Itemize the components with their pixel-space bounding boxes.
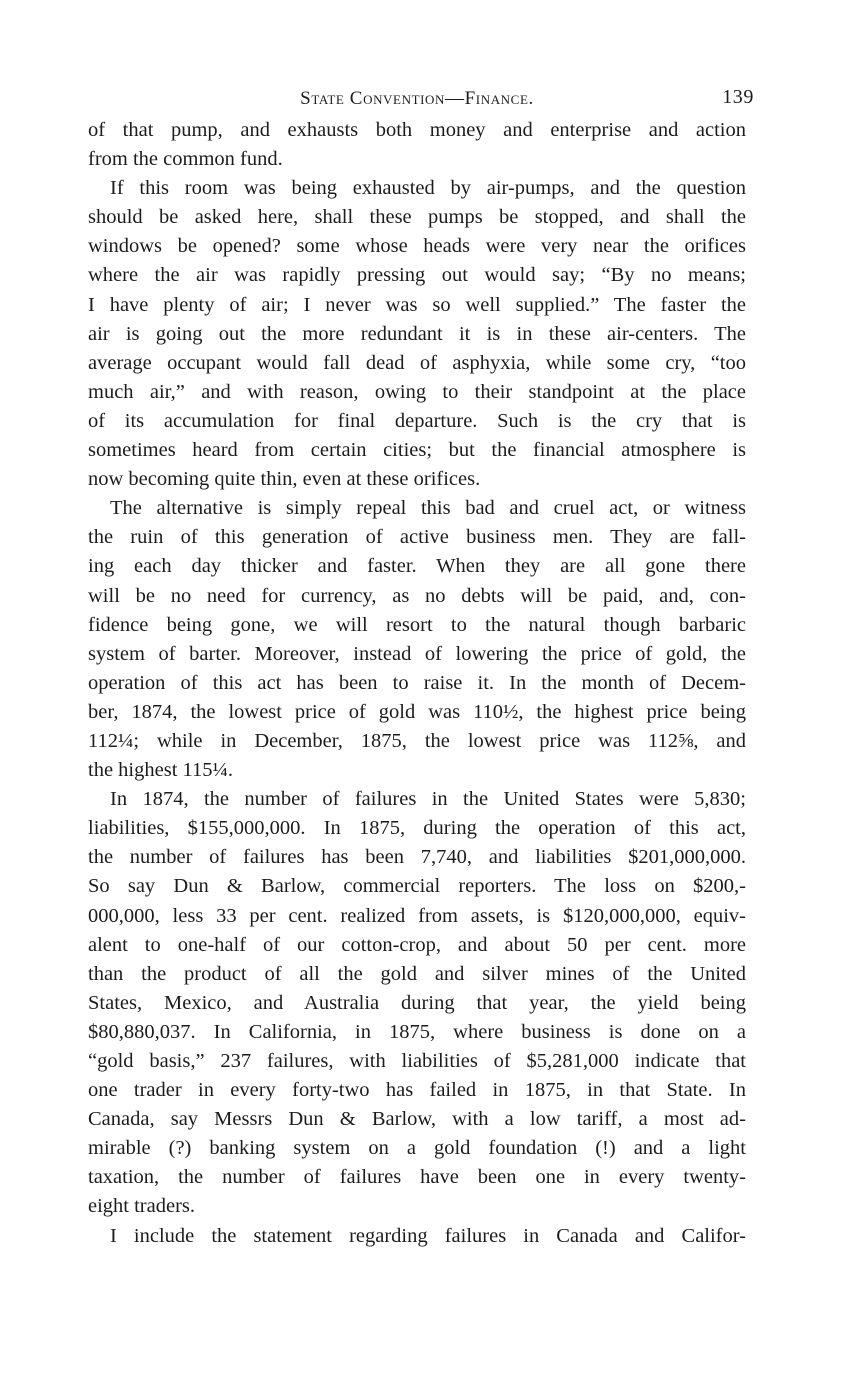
text-line: operation of this act has been to raise it. In the month of Decem- [88,671,746,694]
text-line: 000,000, less 33 per cent. realized from assets, is $120,000,000, equiv- [88,904,746,927]
text-line: than the product of all the gold and silver mines of the United [88,962,746,985]
text-line: sometimes heard from certain cities; but the financial atmosphere is [88,439,746,462]
text-line: States, Mexico, and Australia during that year, the yield being [88,991,746,1014]
text-line: The alternative is simply repeal this bad and cruel act, or witness [110,497,746,520]
running-head [88,80,754,116]
text-line: liabilities, $155,000,000. In 1875, during the operation of this act, [88,817,746,840]
running-title: State Convention—Finance. [300,88,534,109]
text-line: the ruin of this generation of active business men. They are fall- [88,526,746,549]
text-line: mirable (?) banking system on a gold foundation (!) and a light [88,1137,746,1160]
page-number: 139 [722,86,754,108]
text-line: the highest 115¼. [88,759,234,782]
text-line: much air,” and with reason, owing to their standpoint at the place [88,380,746,403]
text-line: where the air was rapidly pressing out would say; “By no means; [88,264,746,287]
text-line: So say Dun & Barlow, commercial reporters. The loss on $200,- [88,875,746,898]
text-line: “gold basis,” 237 failures, with liabilities of $5,281,000 indicate that [88,1050,746,1072]
text-line: If this room was being exhausted by air-pumps, and the question [110,177,746,200]
text-line: I include the statement regarding failures in Canada and Califor- [110,1224,746,1247]
text-line: average occupant would fall dead of asphyxia, while some cry, “too [88,351,746,374]
text-line: taxation, the number of failures have been one in every twenty- [88,1166,746,1189]
text-line: ing each day thicker and faster. When they are all gone there [88,555,746,578]
text-line: air is going out the more redundant it is in these air-centers. The [88,322,746,345]
text-line: fidence being gone, we will resort to the natural though barbaric [88,613,746,636]
text-line: of its accumulation for final departure. Such is the cry that is [88,409,746,432]
text-line: alent to one-half of our cotton-crop, and about 50 per cent. more [88,933,746,956]
text-line: I have plenty of air; I never was so well supplied.” The faster the [88,293,746,316]
text-line: system of barter. Moreover, instead of lowering the price of gold, the [88,642,746,665]
text-line: windows be opened? some whose heads were very near the orifices [88,235,746,258]
text-line: $80,880,037. In California, in 1875, where business is done on a [88,1020,746,1043]
text-line: of that pump, and exhausts both money and enterprise and action [88,119,746,141]
text-line: now becoming quite thin, even at these orifices. [88,468,481,491]
text-line: will be no need for currency, as no debts will be paid, and, con- [88,584,746,607]
text-line: ber, 1874, the lowest price of gold was 110½, the highest price being [88,700,746,723]
text-line: from the common fund. [88,148,283,171]
text-line: one trader in every forty-two has failed in 1875, in that State. In [88,1079,746,1102]
text-line: 112¼; while in December, 1875, the lowest price was 112⅝, and [88,729,746,752]
text-line: should be asked here, shall these pumps be stopped, and shall the [88,206,746,229]
text-line: eight traders. [88,1195,196,1218]
text-line: Canada, say Messrs Dun & Barlow, with a low tariff, a most ad- [88,1108,746,1131]
text-line: In 1874, the number of failures in the United States were 5,830; [110,788,746,811]
book-page [88,80,754,1251]
text-line: the number of failures has been 7,740, and liabilities $201,000,000. [88,846,746,869]
body-text [88,116,746,1251]
